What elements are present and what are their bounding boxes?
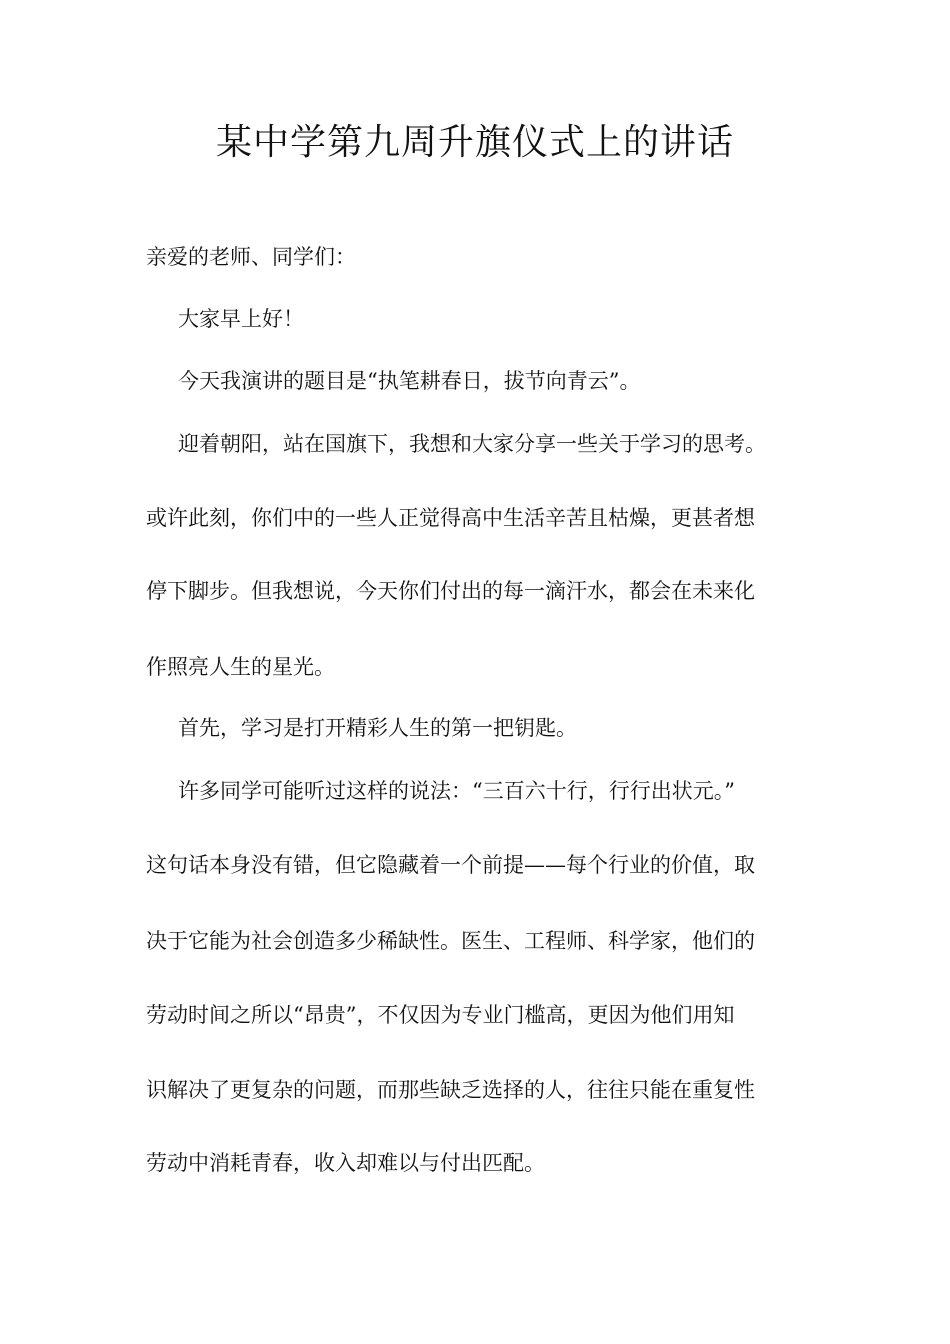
paragraph-line: 识解决了更复杂的问题，而那些缺乏选择的人，往往只能在重复性 xyxy=(146,1078,755,1102)
paragraph-line: 许多同学可能听过这样的说法：“三百六十行，行行出状元。” xyxy=(178,779,735,803)
paragraph-line: 迎着朝阳，站在国旗下，我想和大家分享一些关于学习的思考。 xyxy=(178,432,766,456)
paragraph-line: 劳动时间之所以“昂贵”，不仅因为专业门槛高，更因为他们用知 xyxy=(146,1003,735,1027)
section-heading-line: 首先，学习是打开精彩人生的第一把钥匙。 xyxy=(178,716,577,740)
paragraph-line: 或许此刻，你们中的一些人正觉得高中生活辛苦且枯燥，更甚者想 xyxy=(146,506,755,530)
greeting-line: 大家早上好！ xyxy=(178,307,304,331)
paragraph-line: 劳动中消耗青春，收入却难以与付出匹配。 xyxy=(146,1151,545,1175)
paragraph-line: 停下脚步。但我想说，今天你们付出的每一滴汗水，都会在未来化 xyxy=(146,579,755,603)
document-title: 某中学第九周升旗仪式上的讲话 xyxy=(215,122,734,163)
paragraph-line: 这句话本身没有错，但它隐藏着一个前提——每个行业的价值，取 xyxy=(146,853,755,877)
paragraph-line: 决于它能为社会创造多少稀缺性。医生、工程师、科学家，他们的 xyxy=(146,929,755,953)
paragraph-line: 作照亮人生的星光。 xyxy=(146,655,335,679)
topic-line: 今天我演讲的题目是“执笔耕春日，拔节向青云”。 xyxy=(178,369,641,393)
salutation-line: 亲爱的老师、同学们： xyxy=(146,245,356,269)
